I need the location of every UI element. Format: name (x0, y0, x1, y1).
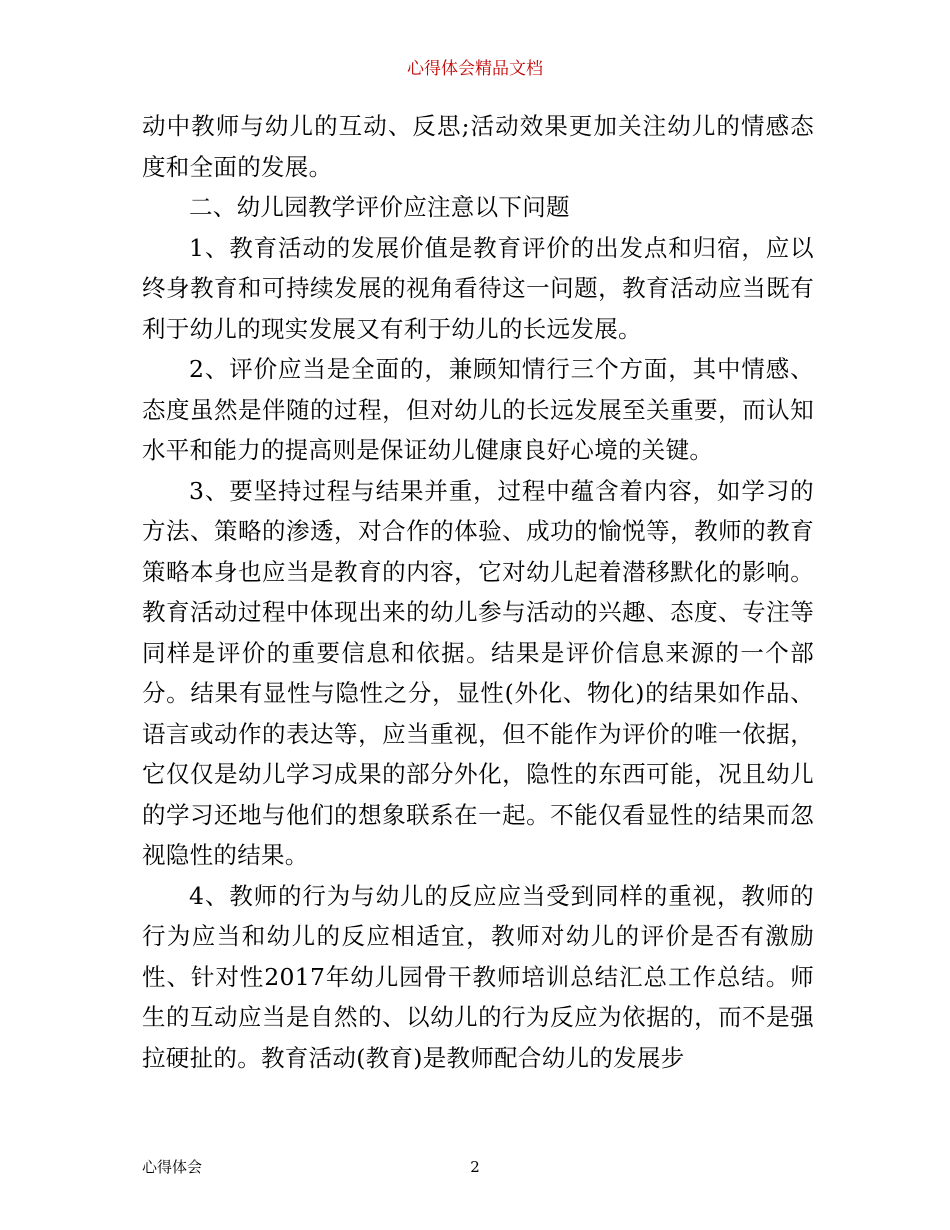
paragraph-point-1: 1、教育活动的发展价值是教育评价的出发点和归宿，应以终身教育和可持续发展的视角看待这一问题，教育活动应当既有利于幼儿的现实发展又有利于幼儿的长远发展。 (142, 233, 814, 343)
page-number: 2 (470, 1158, 480, 1176)
page-header-title: 心得体会精品文档 (407, 59, 543, 79)
paragraph-continued: 动中教师与幼儿的互动、反思;活动效果更加关注幼儿的情感态度和全面的发展。 (142, 112, 814, 181)
paragraph-point-4: 4、教师的行为与幼儿的反应应当受到同样的重视，教师的行为应当和幼儿的反应相适宜，教师对幼儿的评价是否有激励性、针对性2017年幼儿园骨干教师培训总结汇总工作总结。师生的互动应当是自然的、以幼儿的行为反应为依据的，而不是强拉硬扯的。教育活动(教育)是教师配合幼儿的发展步 (142, 881, 814, 1072)
paragraph-point-3: 3、要坚持过程与结果并重，过程中蕴含着内容，如学习的方法、策略的渗透，对合作的体验、成功的愉悦等，教师的教育策略本身也应当是教育的内容，它对幼儿起着潜移默化的影响。教育活动过程中体现出来的幼儿参与活动的兴趣、态度、专注等同样是评价的重要信息和依据。结果是评价信息来源的一个部分。结果有显性与隐性之分，显性(外化、物化)的结果如作品、语言或动作的表达等，应当重视，但不能作为评价的唯一依据，它仅仅是幼儿学习成果的部分外化，隐性的东西可能，况且幼儿的学习还地与他们的想象联系在一起。不能仅看显性的结果而忽视隐性的结果。 (142, 476, 814, 869)
footer-label: 心得体会 (142, 1158, 203, 1176)
document-body (142, 106, 814, 1078)
paragraph-point-2: 2、评价应当是全面的，兼顾知情行三个方面，其中情感、态度虽然是伴随的过程，但对幼儿的长远发展至关重要，而认知水平和能力的提高则是保证幼儿健康良好心境的关键。 (142, 355, 814, 464)
section-heading: 二、幼儿园教学评价应注意以下问题 (189, 193, 570, 221)
